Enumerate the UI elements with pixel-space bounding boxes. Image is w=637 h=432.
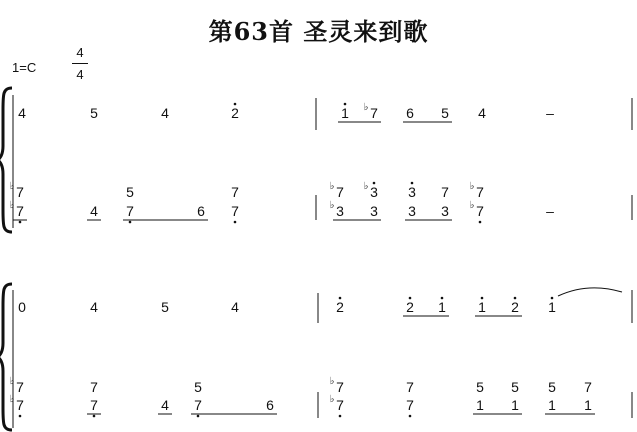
- note-lower-bottom: 7: [16, 397, 24, 413]
- note-lower-bottom: 1: [511, 397, 519, 413]
- note-lower-bottom: 4: [161, 397, 169, 413]
- octave-dot-above: [411, 182, 414, 185]
- note-lower-top: 3: [408, 184, 416, 200]
- note-lower-top: 7: [16, 379, 24, 395]
- octave-dot-below: [129, 221, 132, 224]
- octave-dot-above: [514, 297, 517, 300]
- octave-dot-below: [339, 415, 342, 418]
- octave-dot-below: [409, 415, 412, 418]
- tie-arc: [558, 288, 622, 296]
- note-lower-bottom: –: [546, 203, 554, 219]
- note-lower-bottom: 6: [266, 397, 274, 413]
- flat-sign: ♭: [329, 394, 335, 405]
- note-upper: 2: [511, 299, 519, 315]
- flat-sign: ♭: [329, 376, 335, 387]
- note-upper: 5: [161, 299, 169, 315]
- note-lower-top: 7: [584, 379, 592, 395]
- note-upper: 4: [90, 299, 98, 315]
- note-lower-bottom: 7: [126, 203, 134, 219]
- octave-dot-above: [551, 297, 554, 300]
- time-signature-denominator: 4: [76, 67, 84, 82]
- octave-dot-below: [19, 415, 22, 418]
- note-upper: 2: [406, 299, 414, 315]
- note-upper: 6: [406, 105, 414, 121]
- note-lower-top: 5: [548, 379, 556, 395]
- note-upper: 1: [341, 105, 349, 121]
- note-lower-top: 7: [476, 184, 484, 200]
- note-lower-bottom: 3: [441, 203, 449, 219]
- note-lower-top: 5: [511, 379, 519, 395]
- octave-dot-below: [197, 415, 200, 418]
- note-lower-bottom: 7: [336, 397, 344, 413]
- note-lower-top: 3: [370, 184, 378, 200]
- octave-dot-below: [234, 221, 237, 224]
- flat-sign: ♭: [469, 200, 475, 211]
- flat-sign: ♭: [329, 181, 335, 192]
- note-lower-bottom: 7: [16, 203, 24, 219]
- time-signature-numerator: 4: [76, 45, 84, 60]
- note-upper: 5: [441, 105, 449, 121]
- note-upper: 1: [548, 299, 556, 315]
- flat-sign: ♭: [363, 102, 369, 113]
- note-upper: 1: [478, 299, 486, 315]
- note-lower-top: 7: [406, 379, 414, 395]
- octave-dot-above: [373, 182, 376, 185]
- note-upper: 2: [336, 299, 344, 315]
- note-lower-top: 7: [336, 184, 344, 200]
- note-upper: 0: [18, 299, 26, 315]
- flat-sign: ♭: [9, 394, 15, 405]
- note-lower-top: 7: [231, 184, 239, 200]
- octave-dot-above: [344, 103, 347, 106]
- octave-dot-above: [441, 297, 444, 300]
- note-lower-bottom: 7: [406, 397, 414, 413]
- note-upper: 5: [90, 105, 98, 121]
- note-lower-top: 7: [16, 184, 24, 200]
- note-lower-bottom: 7: [90, 397, 98, 413]
- note-lower-bottom: 4: [90, 203, 98, 219]
- brace-system-2: [0, 284, 13, 430]
- note-lower-top: 5: [126, 184, 134, 200]
- octave-dot-below: [19, 221, 22, 224]
- note-lower-bottom: 7: [476, 203, 484, 219]
- note-upper: 7: [370, 105, 378, 121]
- note-lower-bottom: 7: [231, 203, 239, 219]
- octave-dot-below: [93, 415, 96, 418]
- note-upper: 1: [438, 299, 446, 315]
- flat-sign: ♭: [9, 200, 15, 211]
- octave-dot-above: [234, 103, 237, 106]
- note-lower-bottom: 1: [476, 397, 484, 413]
- flat-sign: ♭: [9, 376, 15, 387]
- flat-sign: ♭: [469, 181, 475, 192]
- note-lower-top: 7: [336, 379, 344, 395]
- note-lower-top: 7: [441, 184, 449, 200]
- note-upper: 4: [161, 105, 169, 121]
- note-lower-bottom: 1: [548, 397, 556, 413]
- flat-sign: ♭: [363, 181, 369, 192]
- note-lower-bottom: 3: [370, 203, 378, 219]
- note-lower-top: 5: [476, 379, 484, 395]
- flat-sign: ♭: [329, 200, 335, 211]
- note-lower-bottom: 6: [197, 203, 205, 219]
- octave-dot-above: [409, 297, 412, 300]
- octave-dot-below: [479, 221, 482, 224]
- note-lower-bottom: 3: [336, 203, 344, 219]
- note-upper: 4: [18, 105, 26, 121]
- note-upper: 4: [478, 105, 486, 121]
- key-signature: 1=C: [12, 60, 37, 75]
- note-lower-bottom: 7: [194, 397, 202, 413]
- note-lower-top: 5: [194, 379, 202, 395]
- octave-dot-above: [481, 297, 484, 300]
- note-upper: –: [546, 105, 554, 121]
- octave-dot-above: [339, 297, 342, 300]
- note-lower-bottom: 1: [584, 397, 592, 413]
- note-lower-top: 7: [90, 379, 98, 395]
- note-upper: 4: [231, 299, 239, 315]
- flat-sign: ♭: [9, 181, 15, 192]
- note-upper: 2: [231, 105, 239, 121]
- note-lower-bottom: 3: [408, 203, 416, 219]
- score-title: 第63首 圣灵来到歌: [208, 17, 429, 46]
